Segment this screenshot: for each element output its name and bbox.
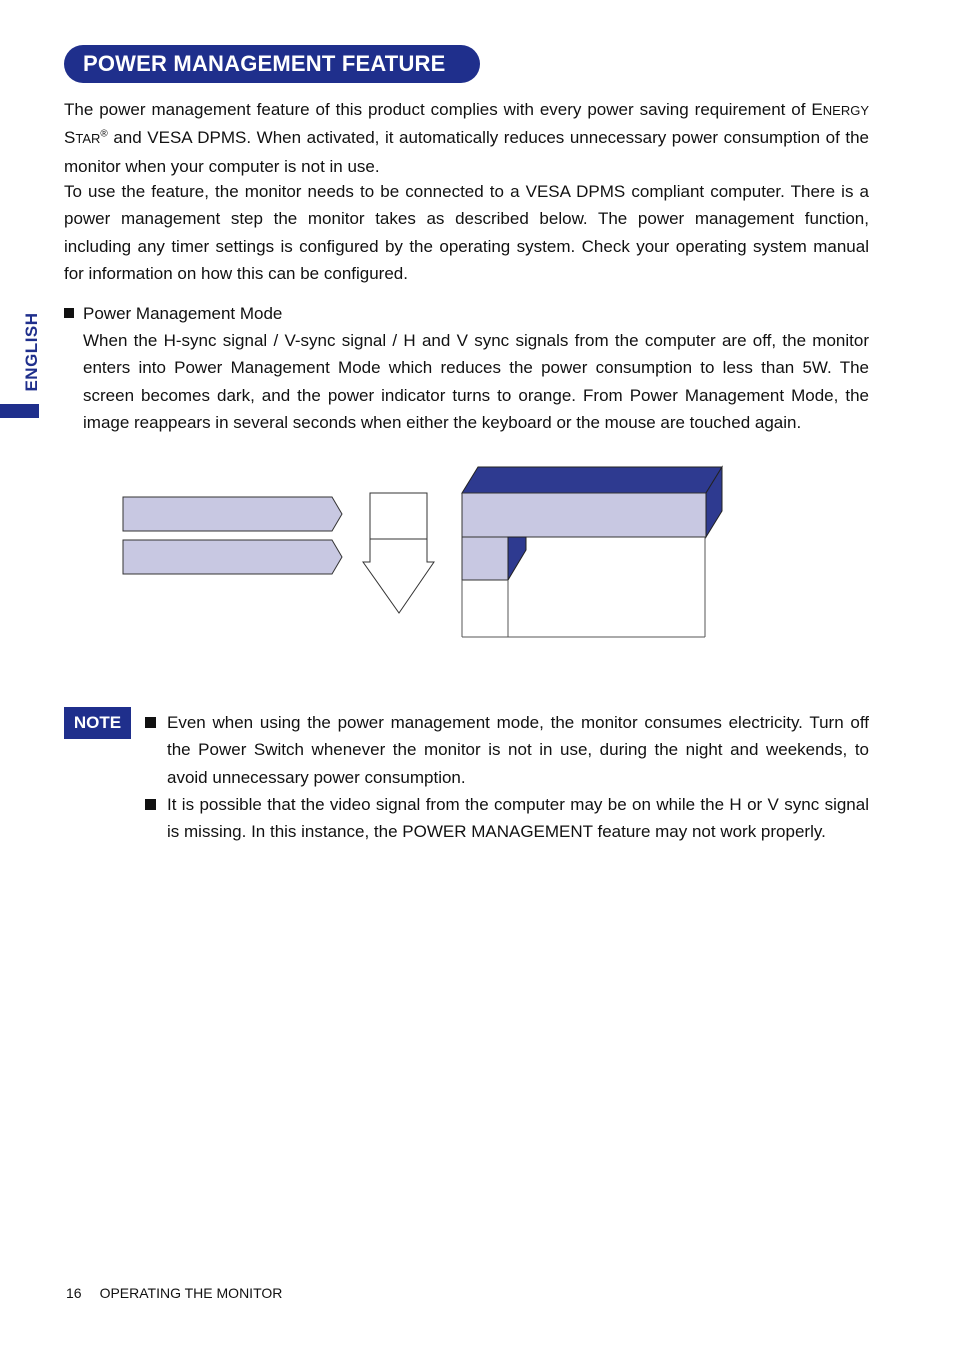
energy-star-e: E bbox=[811, 100, 823, 119]
page-footer bbox=[66, 1284, 282, 1302]
intro-p1-end: and VESA DPMS. When activated, it automatically reduces unnecessary power consumption of the monitor when your computer is not in use. bbox=[64, 128, 869, 176]
small-block-front bbox=[462, 537, 508, 580]
intro-paragraph-1 bbox=[64, 96, 869, 180]
energy-star-s: S bbox=[64, 128, 76, 148]
language-side-label: ENGLISH bbox=[22, 312, 41, 392]
signal-arrow-top bbox=[123, 497, 342, 531]
registered-mark: ® bbox=[100, 128, 108, 140]
down-arrow-icon bbox=[363, 493, 434, 613]
bar-front-face bbox=[462, 493, 706, 537]
note-item-1: Even when using the power management mode, the monitor consumes electricity. Turn off the Power Switch whenever the monitor is not in use, during the night and weekends, to avoid unnecessary power consumption. bbox=[167, 713, 869, 787]
pm-mode-body: When the H-sync signal / V-sync signal / H and V sync signals from the computer are off, the monitor enters into Power Management Mode which reduces the power consumption to less than 5W. The screen becomes dark, and the power indicator turns to orange. From Power Management Mode, the image reappears in several seconds when either the keyboard or the mouse are touched again. bbox=[83, 331, 869, 433]
footer-section: OPERATING THE MONITOR bbox=[99, 1285, 283, 1301]
pm-mode-heading-text: Power Management Mode bbox=[83, 304, 283, 323]
note-item-2: It is possible that the video signal from the computer may be on while the H or V sync signal is missing. In this instance, the POWER MANAGEMENT feature may not work properly. bbox=[167, 795, 869, 842]
small-block-side bbox=[508, 537, 526, 580]
square-bullet-icon bbox=[64, 308, 74, 318]
intro-p1-start: The power management feature of this product complies with every power saving requirement of bbox=[64, 100, 812, 119]
section-title: POWER MANAGEMENT FEATURE bbox=[64, 45, 480, 83]
signal-arrow-bottom bbox=[123, 540, 342, 574]
energy-star-nergy: NERGY bbox=[822, 103, 869, 118]
note-badge: NOTE bbox=[64, 707, 131, 739]
power-management-diagram bbox=[0, 460, 954, 650]
energy-star-tar: TAR bbox=[75, 131, 101, 147]
note-bullet-icon bbox=[145, 717, 156, 728]
pm-mode-heading bbox=[64, 303, 282, 325]
bar-top-face bbox=[462, 467, 722, 493]
language-side-tab bbox=[0, 404, 39, 418]
intro-paragraph-2: To use the feature, the monitor needs to be connected to a VESA DPMS compliant computer. There is a power management step the monitor takes as described below. The power management function, including any timer settings is configured by the operating system. Check your operating system manual for information on how this can be configured. bbox=[64, 182, 869, 284]
note-bullet-icon bbox=[145, 799, 156, 810]
page-number: 16 bbox=[66, 1285, 82, 1301]
